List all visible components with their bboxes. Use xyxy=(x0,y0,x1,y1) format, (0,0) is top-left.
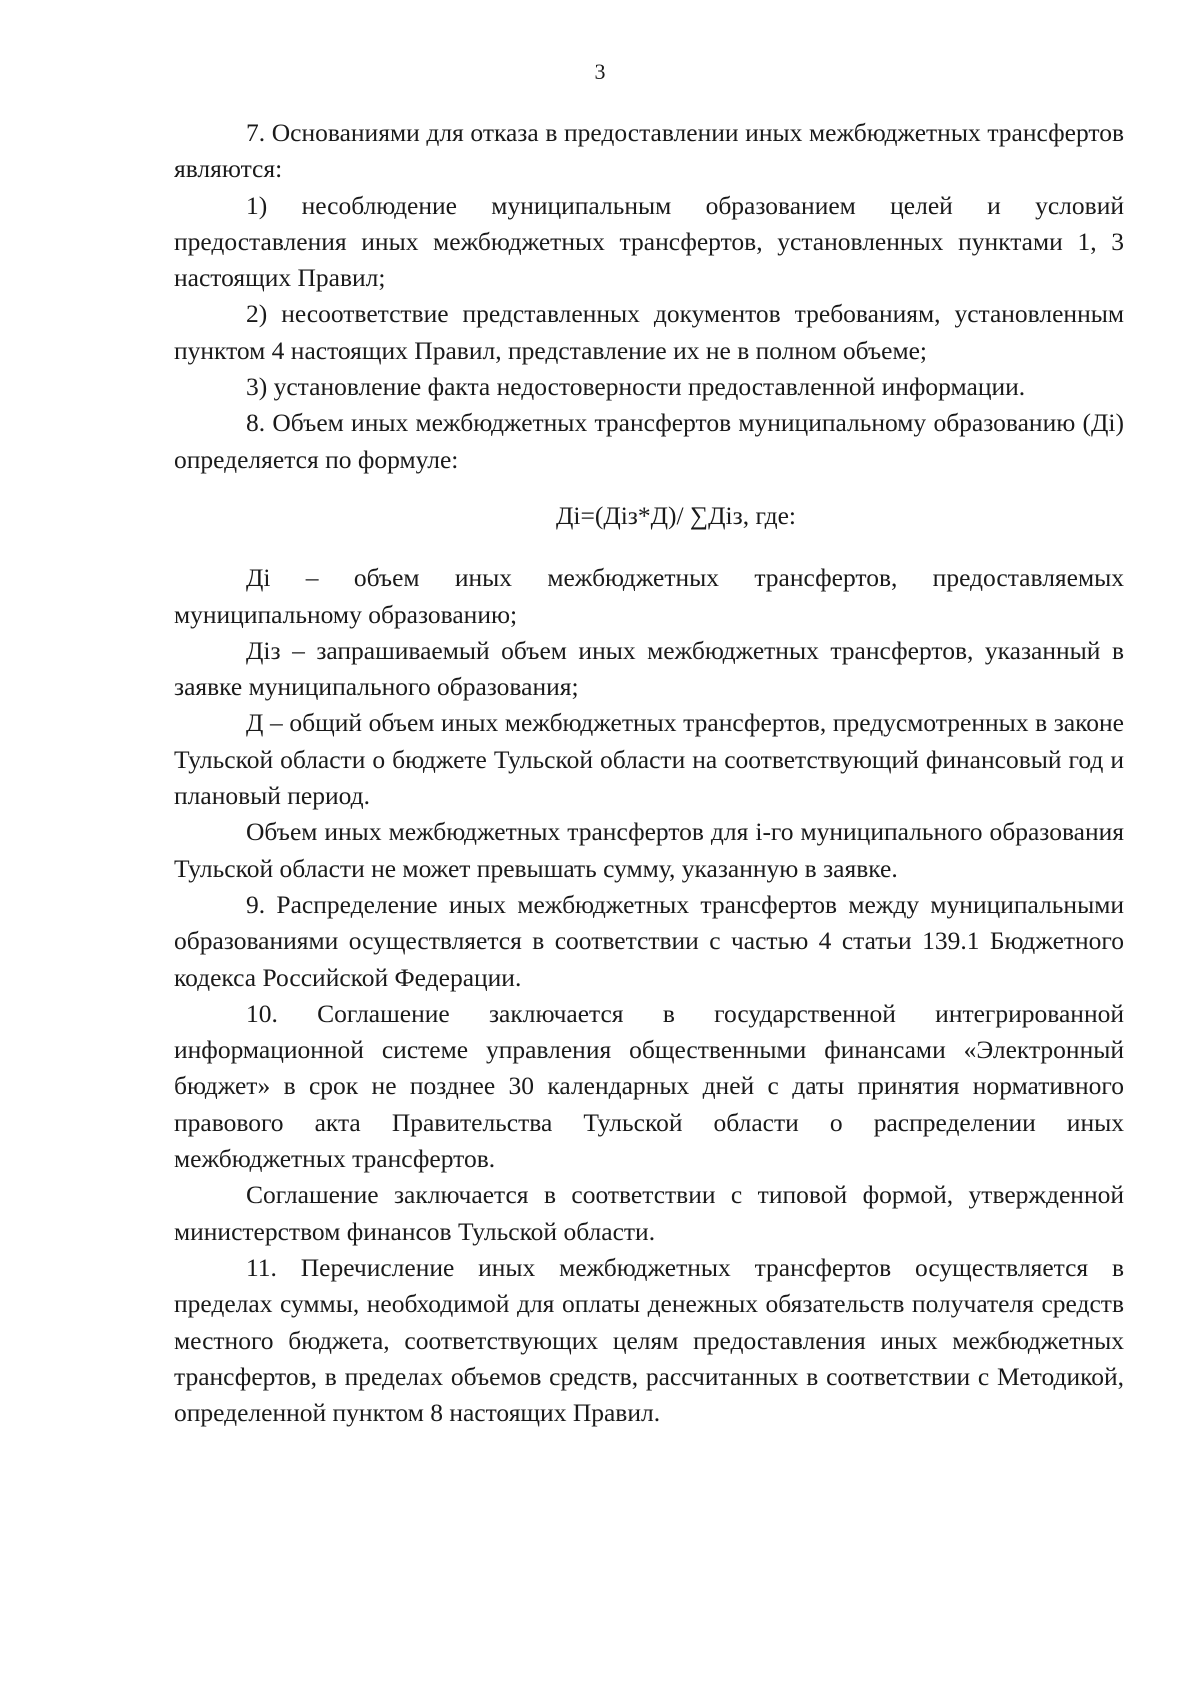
paragraph-subitem-7-1: 1) несоблюдение муниципальным образованием целей и условий предоставления иных межбюджетных трансфертов, установленных пунктами 1, 3 настоящих Правил; xyxy=(174,190,1124,293)
formula: Дi=(Дiз*Д)/ ∑Дiз, где: xyxy=(555,500,797,530)
paragraph-item-11: 11. Перечисление иных межбюджетных трансфертов осуществляется в пределах суммы, необходимой для оплаты денежных обязательств получателя средств местного бюджета, соответствующих целям предоставления иных межбюджетных трансфертов, в пределах объемов средств, рассчитанных в соответствии с Методикой, определенной пунктом 8 настоящих Правил. xyxy=(174,1252,1124,1428)
paragraph-agreement-form: Соглашение заключается в соответствии с типовой формой, утвержденной министерством финансов Тульской области. xyxy=(174,1180,1124,1246)
paragraph-item-7: 7. Основаниями для отказа в предоставлении иных межбюджетных трансфертов являются: xyxy=(174,118,1124,184)
paragraph-item-9: 9. Распределение иных межбюджетных трансфертов между муниципальными образованиями осуществляется в соответствии с частью 4 статьи 139.1 Бюджетного кодекса Российской Федерации. xyxy=(174,889,1124,992)
paragraph-item-8: 8. Объем иных межбюджетных трансфертов муниципальному образованию (Дi) определяется по формуле: xyxy=(174,408,1124,474)
definition-di: Дi – объем иных межбюджетных трансфертов, предоставляемых муниципальному образованию; xyxy=(174,563,1124,629)
document-body xyxy=(174,115,1124,1431)
paragraph-item-10: 10. Соглашение заключается в государственной интегрированной информационной системе управления общественными финансами «Электронный бюджет» в срок не позднее 30 календарных дней с даты принятия нормативного правового акта Правительства Тульской области о распределении иных межбюджетных трансфертов. xyxy=(174,998,1124,1174)
paragraph-subitem-7-2: 2) несоответствие представленных документов требованиям, установленным пунктом 4 настоящих Правил, представление их не в полном объеме; xyxy=(174,299,1124,365)
definition-d: Д – общий объем иных межбюджетных трансфертов, предусмотренных в законе Тульской области о бюджете Тульской области на соответствующий финансовый год и плановый период. xyxy=(174,708,1124,811)
paragraph-limit: Объем иных межбюджетных трансфертов для i-го муниципального образования Тульской области не может превышать сумму, указанную в заявке. xyxy=(174,817,1124,883)
page-number: 3 xyxy=(594,59,606,84)
paragraph-subitem-7-3: 3) установление факта недостоверности предоставленной информации. xyxy=(246,372,1026,402)
definition-diz: Дiз – запрашиваемый объем иных межбюджетных трансфертов, указанный в заявке муниципального образования; xyxy=(174,635,1124,702)
